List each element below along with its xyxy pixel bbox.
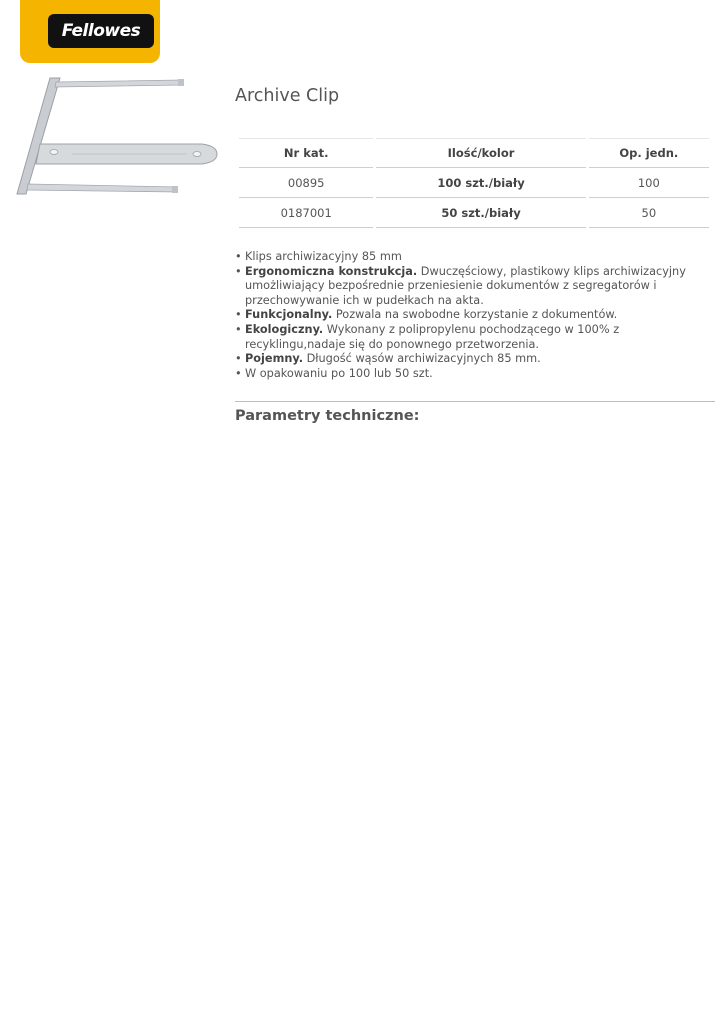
column-header-quantity-color: Ilość/kolor <box>376 138 585 168</box>
table-row <box>239 168 709 198</box>
feature-text: Pozwala na swobodne korzystanie z dokumentów. <box>332 308 618 322</box>
technical-parameters-heading: Parametry techniczne: <box>235 408 420 424</box>
feature-text: Klips archiwizacyjny 85 mm <box>245 250 402 263</box>
column-header-catalog-number: Nr kat. <box>239 138 373 168</box>
brand-logo-tab <box>20 0 160 63</box>
feature-item <box>235 352 710 367</box>
feature-list <box>235 250 710 381</box>
table-header-row <box>239 138 709 168</box>
table-row <box>239 198 709 228</box>
catalog-number-cell: 0187001 <box>239 198 373 228</box>
brand-logo-text: Fellowes <box>61 21 141 41</box>
feature-text: Długość wąsów archiwizacyjnych 85 mm. <box>303 352 541 366</box>
feature-item <box>235 308 710 323</box>
feature-bold-label: Pojemny. <box>245 352 304 366</box>
feature-text: Wykonany z polipropylenu pochodzącego w 100% z recyklingu,nadaje się do ponownego przetworzenia. <box>245 322 620 351</box>
feature-bold-label: Funkcjonalny. <box>245 308 333 322</box>
feature-text: Dwuczęściowy, plastikowy klips archiwizacyjny umożliwiający bezpośrednie przeniesienie dokumentów z segregatorów i przechowywanie ich w pudełkach na akta. <box>245 264 686 307</box>
product-spec-table <box>236 138 712 228</box>
section-divider <box>235 401 715 402</box>
feature-bold-label: Ergonomiczna konstrukcja. <box>245 264 418 278</box>
feature-item <box>235 323 710 352</box>
quantity-color-cell: 100 szt./biały <box>376 168 585 198</box>
archive-clip-image <box>12 72 222 202</box>
quantity-color-cell: 50 szt./biały <box>376 198 585 228</box>
feature-item <box>235 367 710 382</box>
product-title: Archive Clip <box>235 86 340 106</box>
unit-pack-cell: 100 <box>589 168 709 198</box>
feature-bold-label: Ekologiczny. <box>245 322 324 336</box>
brand-logo <box>48 14 154 48</box>
catalog-number-cell: 00895 <box>239 168 373 198</box>
feature-item <box>235 265 710 309</box>
feature-item <box>235 250 710 265</box>
column-header-unit-pack: Op. jedn. <box>589 138 709 168</box>
unit-pack-cell: 50 <box>589 198 709 228</box>
feature-text: W opakowaniu po 100 lub 50 szt. <box>245 366 433 380</box>
